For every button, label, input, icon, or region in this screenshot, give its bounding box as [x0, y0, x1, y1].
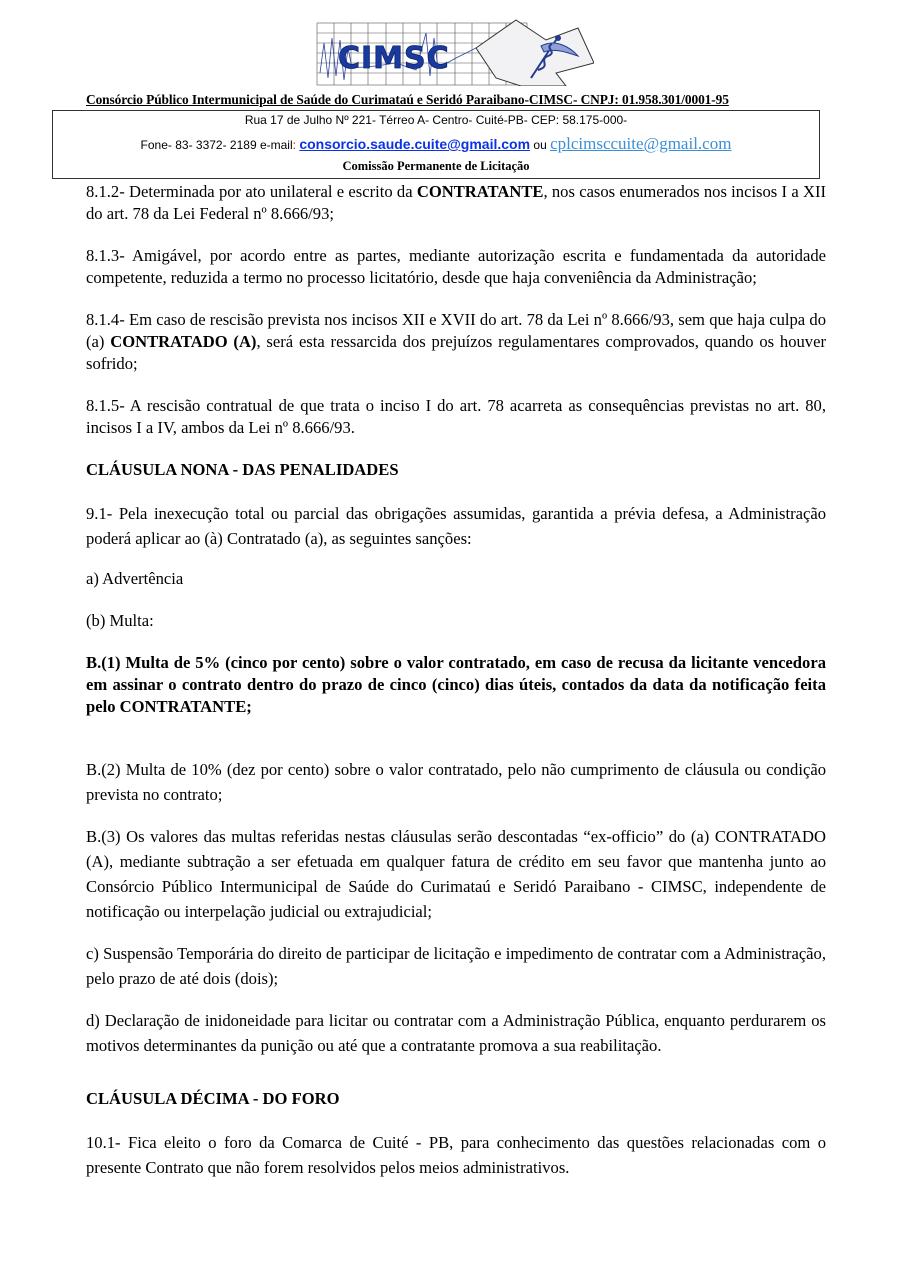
heading-clausula-decima: CLÁUSULA DÉCIMA - DO FORO	[86, 1089, 340, 1108]
logo-graphic	[316, 18, 594, 86]
contact-line	[53, 134, 819, 154]
phone-label: Fone- 83- 3372- 2189 e-mail	[140, 138, 293, 152]
commission-title: Comissão Permanente de Licitação	[342, 159, 530, 173]
email-connector: ou	[533, 138, 547, 152]
paragraph-b3: B.(3) Os valores das multas referidas nestas cláusulas serão descontadas “ex-officio” do (a) CONTRATADO (A), mediante subtração a ser efetuada em qualquer fatura de crédito em seu favor que mantenha junto ao Consórcio Público Intermunicipal de Saúde do Curimataú e Seridó Paraibano - CIMSC, independente de notificação ou interpelação judicial ou extrajudicial;	[86, 827, 826, 921]
paragraph-8-1-2: 8.1.2- Determinada por ato unilateral e escrito da CONTRATANTE, nos casos enumerados nos incisos I a XII do art. 78 da Lei Federal nº 8.666/93;	[86, 182, 826, 223]
header-contact-box	[52, 110, 820, 179]
document-body	[86, 181, 826, 1180]
address-line: Rua 17 de Julho Nº 221- Térreo A- Centro- Cuité-PB- CEP: 58.175-000-	[244, 113, 628, 127]
item-b-multa: (b) Multa:	[86, 611, 154, 630]
email-secondary-link[interactable]: cplcimsccuite@gmail.com	[550, 134, 732, 153]
paragraph-b1: B.(1) Multa de 5% (cinco por cento) sobre o valor contratado, em caso de recusa da licitante vencedora em assinar o contrato dentro do prazo de cinco (cinco) dias úteis, contados da data da notificação feita pelo CONTRATANTE;	[86, 653, 826, 716]
phone-separator: :	[292, 138, 296, 152]
item-a-advertencia: a) Advertência	[86, 569, 184, 588]
heading-clausula-nona: CLÁUSULA NONA - DAS PENALIDADES	[86, 460, 399, 479]
item-d-declaracao: d) Declaração de inidoneidade para licitar ou contratar com a Administração Pública, enquanto perdurarem os motivos determinantes da punição ou até que a contratante promova a sua reabilitação.	[86, 1011, 826, 1055]
paragraph-9-1: 9.1- Pela inexecução total ou parcial das obrigações assumidas, garantida a prévia defesa, a Administração poderá aplicar ao (à) Contratado (a), as seguintes sanções:	[86, 504, 826, 548]
paragraph-b2: B.(2) Multa de 10% (dez por cento) sobre o valor contratado, pelo não cumprimento de cláusula ou condição prevista no contrato;	[86, 760, 826, 804]
email-primary-link[interactable]: consorcio.saude.cuite@gmail.com	[299, 136, 531, 152]
paragraph-8-1-4: 8.1.4- Em caso de rescisão prevista nos incisos XII e XVII do art. 78 da Lei nº 8.666/93, sem que haja culpa do (a) CONTRATADO (A), será esta ressarcida dos prejuízos regulamentares comprovados, quando os houver sofrido;	[86, 310, 826, 373]
item-c-suspensao: c) Suspensão Temporária do direito de participar de licitação e impedimento de contratar com a Administração, pelo prazo de até dois (dois);	[86, 944, 826, 988]
cimsc-logo	[316, 18, 594, 86]
paragraph-10-1: 10.1- Fica eleito o foro da Comarca de Cuité - PB, para conhecimento das questões relacionadas com o presente Contrato que não forem resolvidos pelos meios administrativos.	[86, 1133, 826, 1177]
bold-contratante: CONTRATANTE	[416, 182, 544, 201]
paragraph-8-1-5: 8.1.5- A rescisão contratual de que trata o inciso I do art. 78 acarreta as consequências previstas no art. 80, incisos I a IV, ambos da Lei nº 8.666/93.	[86, 396, 826, 437]
paragraph-8-1-3: 8.1.3- Amigável, por acordo entre as partes, mediante autorização escrita e fundamentada da autoridade competente, reduzida a termo no processo licitatório, desde que haja conveniência da Administração;	[86, 246, 826, 287]
bold-contratado: CONTRATADO (A)	[110, 332, 257, 351]
logo-text: CIMSC	[338, 41, 450, 76]
organization-line: Consórcio Público Intermunicipal de Saúde do Curimataú e Seridó Paraibano-CIMSC- CNPJ: 01.958.301/0001-95	[86, 92, 729, 107]
